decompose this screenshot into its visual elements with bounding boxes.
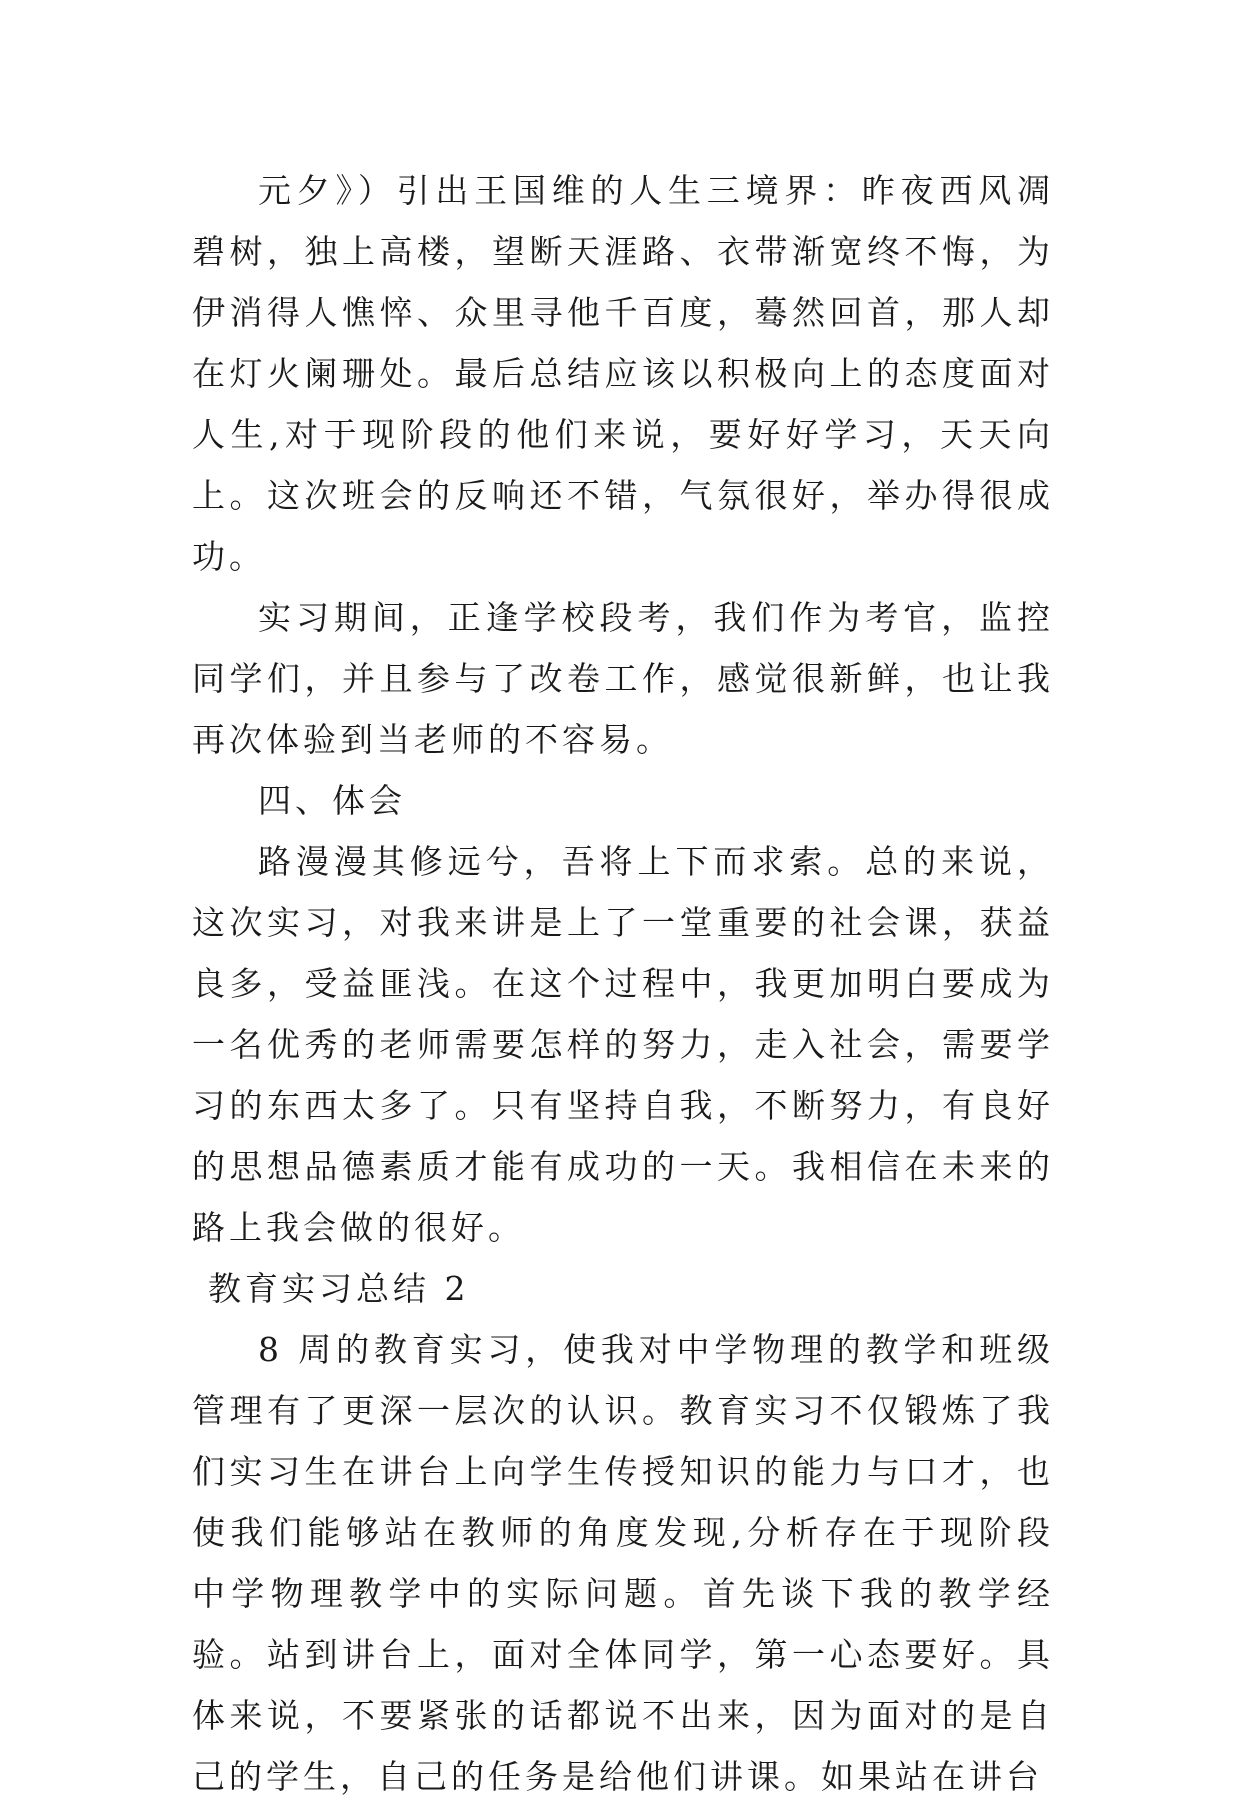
paragraph-reflection: 路漫漫其修远兮，吾将上下而求索。总的来说，这次实习，对我来讲是上了一堂重要的社会课，获益良多，受益匪浅。在这个过程中，我更加明白要成为一名优秀的老师需要怎样的努力，走入社会，需要学习的东西太多了。只有坚持自我，不断努力，有良好的思想品德素质才能有成功的一天。我相信在未来的路上我会做的很好。	[192, 842, 1054, 1247]
paragraph-exam-period: 实习期间，正逢学校段考，我们作为考官，监控同学们，并且参与了改卷工作，感觉很新鲜，也让我再次体验到当老师的不容易。	[192, 598, 1054, 759]
heading-reflection: 四、体会	[258, 781, 406, 820]
section-title: 教育实习总结 2	[208, 1269, 470, 1308]
paragraph-teaching-experience: 8 周的教育实习，使我对中学物理的教学和班级管理有了更深一层次的认识。教育实习不仅锻炼了我们实习生在讲台上向学生传授知识的能力与口才，也使我们能够站在教师的角度发现,分析存在于现阶段中学物理教学中的实际问题。首先谈下我的教学经验。站到讲台上，面对全体同学，第一心态要好。具体来说，不要紧张的话都说不出来，因为面对的是自己的学生，自己的任务是给他们讲课。如果站在讲台	[192, 1330, 1054, 1796]
document-body	[192, 160, 1054, 1807]
paragraph-continuation: 元夕》）引出王国维的人生三境界：昨夜西风凋碧树，独上高楼，望断天涯路、衣带渐宽终不悔，为伊消得人憔悴、众里寻他千百度，蓦然回首，那人却在灯火阑珊处。最后总结应该以积极向上的态度面对人生,对于现阶段的他们来说，要好好学习，天天向上。这次班会的反响还不错，气氛很好，举办得很成功。	[192, 171, 1054, 576]
